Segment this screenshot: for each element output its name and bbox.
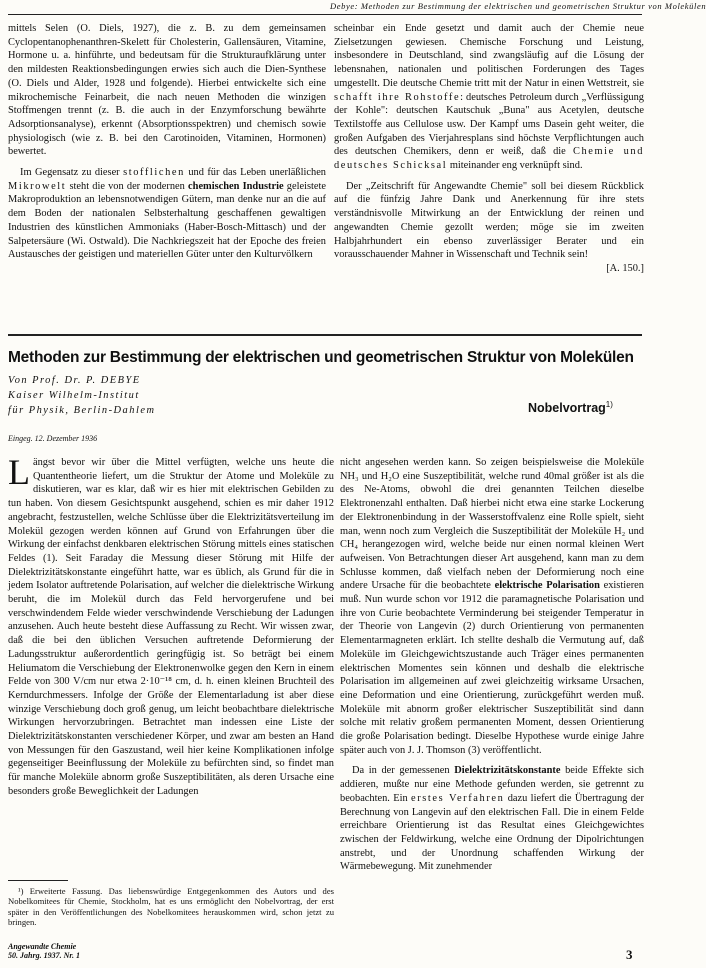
paragraph: Im Gegensatz zu dieser stofflichen und für das Leben unerläßlichen Mikrowelt steht die von der modernen chemischen Industrie geleistete Makroproduktion an lebensnotwendigen Gütern, man denke nur an die auf dem Boden der nationalen Selbsterhaltung geschaffenen gewaltigen Industrien des künstlichen Ammoniaks (Haber-Bosch-Mittasch) und der Salpetersäure (Wi. Ostwald). Die Nachkriegszeit hat der Epoche des freien Austausches der geistigen und materiellen Güter unter den Kulturvölkern — [8, 167, 327, 261]
paragraph: Der „Zeitschrift für Angewandte Chemie" soll bei diesem Rückblick auf die fünfzig Jahre Dank und Anerkennung für ihre stets verständnisvolle Mitwirkung an der Entwicklung der reinen und angewandten Chemie gezollt werden; möge sie im zweiten Halbjahrhundert ein ebenso zuverlässiger Berater und ein vorausschauender Mahner in Wissenschaft und Technik sein! — [334, 180, 644, 261]
journal-volume: 50. Jahrg. 1937. Nr. 1 — [8, 951, 81, 960]
section-divider — [8, 334, 642, 336]
running-head: Debye: Methoden zur Bestimmung der elektrischen und geometrischen Struktur von Molekülen — [330, 1, 706, 11]
article-left-column — [8, 452, 334, 874]
drop-cap: L — [8, 452, 30, 492]
paragraph: mittels Selen (O. Diels, 1927), die z. B. zu dem gemeinsamen Cyclopentanophenanthren-Skelett für Cholesterin, Gallensäuren, Vitamine, Hormone u. a. hinführte, und bedeutsam für die Strukturaufklärung unter den mildesten Reaktionsbedingungen erwies sich auch die Dien-Synthese (O. Diels und Alder, 1928 und folgende). Hierbei entwickelte sich eine mikrochemische Feinarbeit, die nach neuen Methoden die winzigen Stoffmengen trennt (z. B. die auch in der Enzymforschung bewährte Adsorptionsanalyse), erkennt (Absorptionsspektren) und chemisch sowie physiologisch (wie z. B. bei den Carotinoiden, Vitaminen, Hormonen) bewertet. — [8, 23, 326, 158]
author-line: Von Prof. Dr. P. DEBYE — [8, 375, 141, 386]
received-date: Eingeg. 12. Dezember 1936 — [8, 434, 98, 443]
city-line: für Physik, Berlin-Dahlem — [8, 405, 156, 416]
paragraph: scheinbar ein Ende gesetzt und damit auch der Chemie neue Zielsetzungen gewiesen. Chemische Forschung und Leistung, insbesondere in Deutschland, sind zwangsläufig auf die Lösung der lebensnahen, nationalen und politischen Forderungen des Tages umgestellt. Die deutsche Chemie tritt mit der Natur in einen Wettstreit, sie schafft ihre Rohstoffe: deutsches Petroleum durch „Verflüssigung der Kohle": deutschen Kautschuk „Buna" aus Acetylen, deutsche Textilstoffe aus Cellulose usw. Der Kampf ums Dasein geht weiter, die großen Aufgaben des Vierjahresplans sind höchste Verpflichtungen auch des deutschen Chemikers, denn er weiß, daß die Chemie und deutsches Schicksal miteinander eng verknüpft sind. — [334, 23, 644, 172]
footnote: ¹) Erweiterte Fassung. Das liebenswürdige Entgegenkommen des Autors und des Nobelkomitees für Chemie, Stockholm, hat es uns ermöglicht den Nobelvortrag, der erst später in den Veröffentlichungen des Nobelkomitees herauskommen wird, schon jetzt zu bringen. — [8, 886, 334, 928]
prev-article-right-column — [334, 22, 644, 322]
journal-name: Angewandte Chemie — [8, 942, 77, 951]
page-number: 3 — [626, 947, 633, 962]
header-rule — [8, 14, 642, 15]
paragraph: nicht angesehen werden kann. So zeigen beispielsweise die Moleküle NH₃ und H₂O eine Suszeptibilität, welche rund 40mal größer ist als die des Ne-Atoms, obwohl die drei genannten Teilchen dieselbe Elektronenzahl enthalten. Daß hierbei nicht etwa eine starke Lockerung der Elektronenbindung in der Wasserstoffvalenz eine Rolle spielt, sieht man, wenn noch zum Vergleich die Suszeptibilität der Moleküle H₂ und CH₄ herangezogen wird, welche beide nur einen normal kleinen Wert aufweisen. Von Betrachtungen dieser Art ausgehend, kann man zu dem Schlusse kommen, daß vielfach neben der Deformierung noch eine andere Ursache für die beobachtete elektrische Polarisation existieren muß. Nun wurde schon vor 1912 die paramagnetische Polarisation und ihre von Curie beobachtete Verminderung bei steigender Temperatur in der Theorie von Langevin (2) durch Orientierung von permanenten Elementarmagneten erklärt. Ich stellte deshalb die Vermutung auf, daß Moleküle im Gleichgewichtszustande auch Träger eines permanenten elektrischen Momentes sein können und deshalb die elektrische Polarisation im allgemeinen auf zwei gleichzeitig wirksame Ursachen, eine Deformation und eine Orientierung, zurückgeführt werden muß. Moleküle mit abnorm großer elektrischer Suszeptibilität sind dann solche mit relativ großem permanenten Moment, dessen Orientierung die große Polarisation bedingt. Dieselbe Hypothese wurde einige Jahre später auch von J. J. Thomson (3) veröffentlicht. — [340, 457, 644, 756]
institute-line: Kaiser Wilhelm-Institut — [8, 390, 140, 401]
prev-article-left-column — [8, 22, 326, 322]
article-title: Methoden zur Bestimmung der elektrischen und geometrischen Struktur von Molekülen — [8, 349, 634, 366]
footnote-rule — [8, 880, 68, 881]
paragraph: Da in der gemessenen Dielektrizitätskonstante beide Effekte sich addieren, mußte nur eine Methode gefunden werden, sie getrennt zu beobachten. Ein erstes Verfahren dazu liefert die Übertragung der Berechnung von Langevin auf den elektrischen Fall. Die in einem Felde erreichbare Orientierung ist das Resultat eines Gleichgewichtes zwischen der Feldwirkung, welche eine Ordnung der Dipolrichtungen anstrebt, und der Unordnung schaffenden Wirkung der Wärmebewegung. Mit zunehmender — [340, 765, 645, 873]
article-right-column — [340, 456, 644, 940]
nobel-lecture-label: Nobelvortrag$^{1)}$ — [528, 400, 613, 416]
paragraph: Längst bevor wir über die Mittel verfügten, welche uns heute die Quantentheorie liefert, um die Struktur der Atome und Moleküle zu diskutieren, war es klar, daß wir es hier mit elektrischen Gebilden zu tun haben. Von diesem Gesichtspunkt ausgehend, schien es mir daher 1912 angebracht, festzustellen, welche Schlüsse über die Elektrizitätsverteilung im Molekül gezogen werden können auf Grund von Erfahrungen über die Wirkung der einfachst denkbaren elektrischen Störung mittels eines statischen Feldes (1). Seit Faraday die Messung dieser Störung mit Hilfe der Dielektrizitätskonstante eingeführt hatte, war es üblich, als Grund für die in jedem Isolator auftretende Polarisation, auf welcher die dielektrische Wirkung beruht, die im Molekül durch das Feld hervorgerufene und bei verschwindendem Felde wieder verschwindende Verschiebung der Ladungen anzusehen. Auch heute besteht diese Auffassung zu Recht. Wir wissen zwar, daß die bei den üblichen Versuchen auftretende Deformierung der Ladungsstruktur außerordentlich geringfügig ist. So beträgt bei einem Heliumatom die Verschiebung der Elektronenwolke gegen den Kern in einem Felde von 300 V/cm nur etwa 2·10⁻¹⁸ cm, d. h. einen kleinen Bruchteil des Kerndurchmessers. Infolge der Größe der Elementarladung ist aber diese winzige Verschiebung doch groß genug, um leicht beobachtbare dielektrische Wirkungen hervorzubringen. Betrachtet man indessen eine Liste der Dielektrizitätskonstanten verschiedener Körper, und zwar am besten an Hand von Messungen für den Gaszustand, weil hier keine Komplikationen infolge gegenseitiger Beeinflussung der Moleküle zu befürchten sind, so findet man für manche Moleküle abnorm große Suszeptibilitäten, als deren Ursache eine besonders große Beweglichkeit der Ladungen — [8, 452, 334, 797]
reference-tag: [A. 150.] — [606, 262, 644, 274]
journal-citation — [8, 942, 80, 960]
